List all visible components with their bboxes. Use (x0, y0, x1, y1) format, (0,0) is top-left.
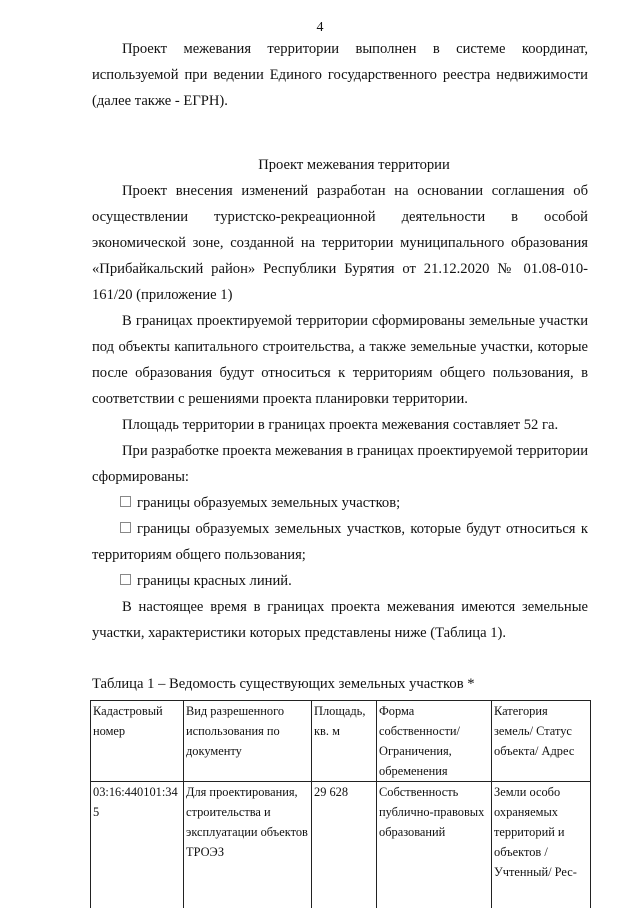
table-row (91, 782, 591, 908)
bullet-text: границы образуемых земельных участков; (137, 495, 400, 511)
land-plots-table (90, 700, 591, 908)
cell-area: 29 628 (312, 782, 377, 908)
bullet-text: границы красных линий. (137, 573, 292, 589)
bullet-item (92, 568, 588, 594)
header-permitted-use: Вид разрешенного использования по документу (184, 701, 312, 782)
checkbox-icon (120, 496, 131, 507)
checkbox-icon (120, 574, 131, 585)
bullet-item (92, 490, 588, 516)
table-caption: Таблица 1 – Ведомость существующих земельных участков * (92, 671, 475, 697)
header-ownership: Форма собственности/ Ограничения, обременения (377, 701, 492, 782)
cell-cadastral-number: 03:16:440101:345 (91, 782, 184, 908)
header-area: Площадь, кв. м (312, 701, 377, 782)
header-land-category: Категория земель/ Статус объекта/ Адрес (492, 701, 591, 782)
checkbox-icon (120, 522, 131, 533)
section-title: Проект межевания территории (92, 152, 616, 178)
cell-land-category: Земли особо охраняемых территорий и объектов / Учтенный/ Рес- (492, 782, 591, 908)
header-cadastral-number: Кадастровый номер (91, 701, 184, 782)
basis-paragraph: Проект внесения изменений разработан на основании соглашения об осуществлении туристско-рекреационной деятельности в особой экономической зоне, созданной на территории муниципального образования «Прибайкальский район» Республики Бурятия от 21.12.2020 № 01.08-010-161/20 (приложение 1) (92, 178, 588, 308)
bullet-item (92, 516, 588, 568)
intro-paragraph: Проект межевания территории выполнен в системе координат, используемой при ведении Единого государственного реестра недвижимости (далее также - ЕГРН). (92, 36, 588, 114)
page-number: 4 (0, 20, 640, 36)
closing-paragraph: В настоящее время в границах проекта межевания имеются земельные участки, характеристики которых представлены ниже (Таблица 1). (92, 594, 588, 646)
bullet-text: границы образуемых земельных участков, которые будут относиться к территориям общего пользования; (92, 521, 588, 563)
plots-paragraph: В границах проектируемой территории сформированы земельные участки под объекты капитального строительства, а также земельные участки, которые после образования будут относиться к территориям общего пользования, в соответствии с решениями проекта планировки территории. (92, 308, 588, 412)
formed-paragraph: При разработке проекта межевания в границах проектируемой территории сформированы: (92, 438, 588, 490)
table-header-row (91, 701, 591, 782)
cell-ownership: Собственность публично-правовых образований (377, 782, 492, 908)
area-paragraph: Площадь территории в границах проекта межевания составляет 52 га. (92, 412, 588, 438)
cell-permitted-use: Для проектирования, строительства и эксплуатации объектов ТРОЭЗ (184, 782, 312, 908)
